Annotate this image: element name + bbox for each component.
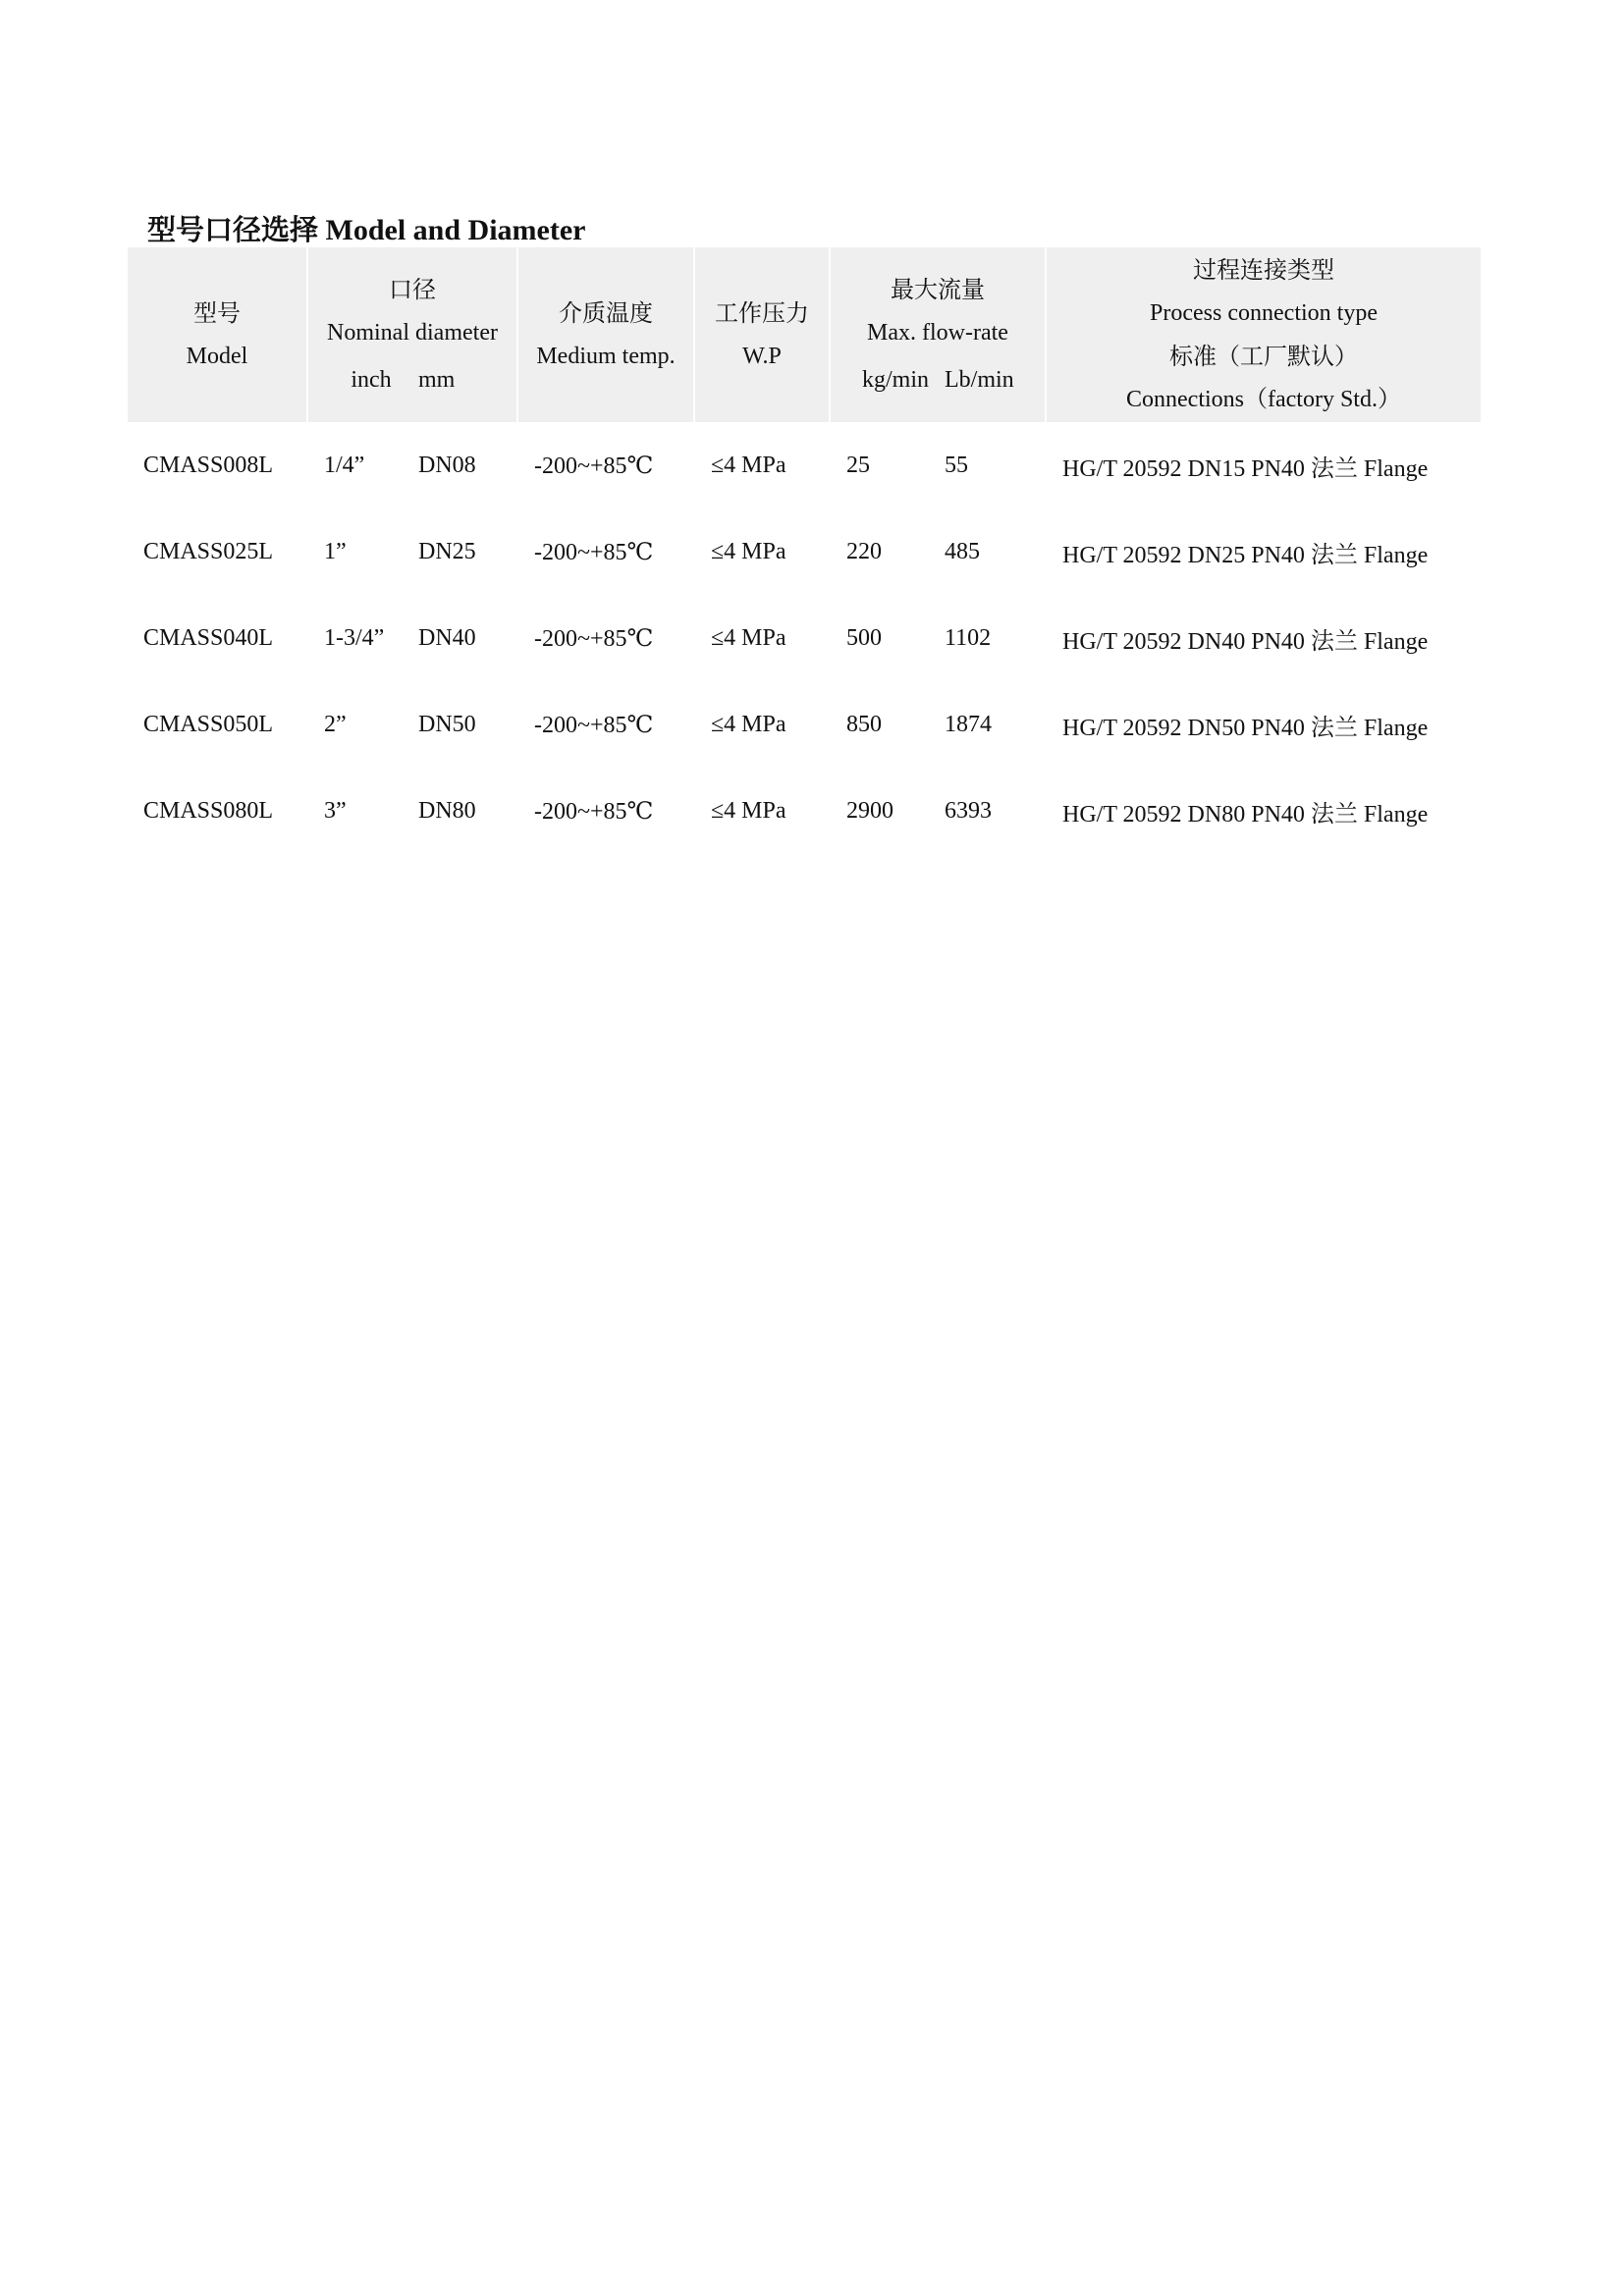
cell-mm: DN50 <box>418 711 476 737</box>
cell-temp: -200~+85℃ <box>534 453 654 479</box>
cell-diameter <box>308 681 518 768</box>
cell-conn-zh: 法兰 <box>1310 454 1358 482</box>
cell-conn-en: Flange <box>1363 542 1429 568</box>
cell-mm: DN80 <box>418 797 476 824</box>
cell-inch: 1-3/4” <box>324 624 385 651</box>
cell-lb: 485 <box>945 538 980 564</box>
header-temp-en: Medium temp. <box>536 344 676 369</box>
cell-mm: DN40 <box>418 624 476 651</box>
cell-inch: 1/4” <box>324 452 365 478</box>
cell-diameter <box>308 508 518 595</box>
header-flow-kg: kg/min <box>861 367 929 393</box>
cell-kg: 220 <box>846 538 882 564</box>
header-diameter-en: Nominal diameter <box>327 320 498 346</box>
cell-inch: 3” <box>324 797 347 824</box>
cell-conn-std: HG/T 20592 DN50 PN40 <box>1062 715 1305 741</box>
cell-model: CMASS080L <box>143 797 274 824</box>
cell-pressure: ≤4 MPa <box>711 452 786 478</box>
cell-lb: 1102 <box>945 624 992 651</box>
cell-lb: 1874 <box>945 711 992 737</box>
header-connection <box>1047 247 1481 422</box>
cell-conn-std: HG/T 20592 DN15 PN40 <box>1062 455 1305 482</box>
header-connection-zh: 过程连接类型 <box>1193 256 1334 284</box>
cell-diameter <box>308 595 518 681</box>
cell-kg: 850 <box>846 711 882 737</box>
cell-pressure: ≤4 MPa <box>711 711 786 737</box>
header-temp <box>518 247 695 422</box>
cell-inch: 1” <box>324 538 347 564</box>
cell-connection <box>1047 595 1481 681</box>
table-header-row <box>128 247 1481 422</box>
header-diameter-inch: inch <box>351 367 392 393</box>
cell-temp: -200~+85℃ <box>534 712 654 738</box>
cell-lb: 55 <box>945 452 968 478</box>
header-model <box>128 247 308 422</box>
section-title <box>147 208 585 248</box>
cell-conn-std: HG/T 20592 DN80 PN40 <box>1062 801 1305 828</box>
cell-connection <box>1047 768 1481 854</box>
header-flow-lb: Lb/min <box>945 367 1014 393</box>
header-flow-zh: 最大流量 <box>891 276 985 303</box>
header-connection-en: Process connection type <box>1150 300 1378 326</box>
cell-connection <box>1047 508 1481 595</box>
header-pressure-zh: 工作压力 <box>715 299 809 327</box>
cell-model: CMASS008L <box>143 452 274 478</box>
header-model-en: Model <box>186 344 248 369</box>
header-pressure-en: W.P <box>742 344 782 369</box>
cell-conn-zh: 法兰 <box>1310 713 1358 741</box>
cell-mm: DN08 <box>418 452 476 478</box>
cell-conn-en: Flange <box>1363 715 1429 741</box>
cell-flow <box>831 422 1047 508</box>
cell-flow <box>831 768 1047 854</box>
cell-conn-zh: 法兰 <box>1310 799 1358 828</box>
section-title-zh: 型号口径选择 <box>147 213 319 246</box>
cell-conn-en: Flange <box>1363 628 1429 655</box>
model-diameter-table <box>128 247 1481 854</box>
cell-pressure: ≤4 MPa <box>711 797 786 824</box>
header-model-zh: 型号 <box>193 299 241 327</box>
cell-conn-en: Flange <box>1363 801 1429 828</box>
cell-lb: 6393 <box>945 797 992 824</box>
cell-temp: -200~+85℃ <box>534 798 654 825</box>
table-row <box>128 768 1481 854</box>
header-diameter-mm: mm <box>418 367 456 393</box>
header-diameter <box>308 247 518 422</box>
cell-kg: 25 <box>846 452 870 478</box>
cell-pressure: ≤4 MPa <box>711 624 786 651</box>
cell-diameter <box>308 768 518 854</box>
cell-conn-zh: 法兰 <box>1310 540 1358 568</box>
section-title-en: Model and Diameter <box>325 214 586 246</box>
cell-temp: -200~+85℃ <box>534 539 654 565</box>
cell-model: CMASS025L <box>143 538 274 564</box>
cell-flow <box>831 681 1047 768</box>
cell-conn-std: HG/T 20592 DN40 PN40 <box>1062 628 1305 655</box>
cell-conn-zh: 法兰 <box>1310 626 1358 655</box>
header-connection-std-en: Connections（factory Std.） <box>1126 387 1401 412</box>
cell-inch: 2” <box>324 711 347 737</box>
cell-connection <box>1047 681 1481 768</box>
table-row <box>128 681 1481 768</box>
header-temp-zh: 介质温度 <box>559 299 653 327</box>
header-flow <box>831 247 1047 422</box>
cell-flow <box>831 595 1047 681</box>
cell-pressure: ≤4 MPa <box>711 538 786 564</box>
header-flow-en: Max. flow-rate <box>867 320 1008 346</box>
table-row <box>128 422 1481 508</box>
cell-model: CMASS050L <box>143 711 274 737</box>
table-row <box>128 508 1481 595</box>
cell-conn-std: HG/T 20592 DN25 PN40 <box>1062 542 1305 568</box>
table-row <box>128 595 1481 681</box>
cell-diameter <box>308 422 518 508</box>
cell-conn-en: Flange <box>1363 455 1429 482</box>
cell-connection <box>1047 422 1481 508</box>
cell-model: CMASS040L <box>143 624 274 651</box>
header-connection-std-zh: 标准（工厂默认） <box>1169 343 1358 370</box>
cell-kg: 500 <box>846 624 882 651</box>
cell-kg: 2900 <box>846 797 893 824</box>
header-pressure <box>695 247 831 422</box>
cell-temp: -200~+85℃ <box>534 625 654 652</box>
header-diameter-zh: 口径 <box>389 276 436 303</box>
cell-mm: DN25 <box>418 538 476 564</box>
cell-flow <box>831 508 1047 595</box>
